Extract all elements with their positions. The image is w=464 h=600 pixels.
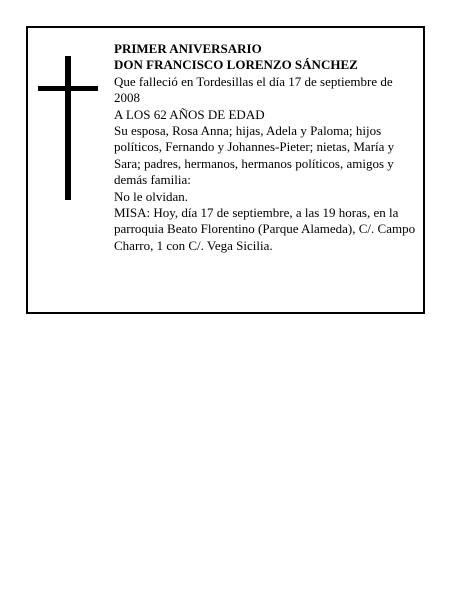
closing-line: No le olvidan. bbox=[114, 188, 189, 204]
death-info: Que falleció en Tordesillas el día 17 de septiembre de 2008 bbox=[114, 73, 393, 106]
age-at-death: A LOS 62 AÑOS DE EDAD bbox=[114, 106, 265, 122]
cross-vertical-bar bbox=[65, 56, 71, 200]
obituary-notice bbox=[26, 26, 425, 314]
cross-icon bbox=[38, 56, 98, 200]
cross-horizontal-bar bbox=[38, 86, 98, 91]
family-list: Su esposa, Rosa Anna; hijas, Adela y Paloma; hijos políticos, Fernando y Johannes-Pieter; nietas, María y Sara; padres, hermanos, hermanos políticos, amigos y demás familia: bbox=[114, 123, 395, 188]
mass-details: MISA: Hoy, día 17 de septiembre, a las 19 horas, en la parroquia Beato Florentino (Parque Alameda), C/. Campo Charro, 1 con C/. Vega Sicilia. bbox=[114, 205, 416, 253]
deceased-name: DON FRANCISCO LORENZO SÁNCHEZ bbox=[114, 57, 358, 73]
notice-heading: PRIMER ANIVERSARIO bbox=[114, 41, 262, 56]
notice-text bbox=[114, 41, 419, 254]
